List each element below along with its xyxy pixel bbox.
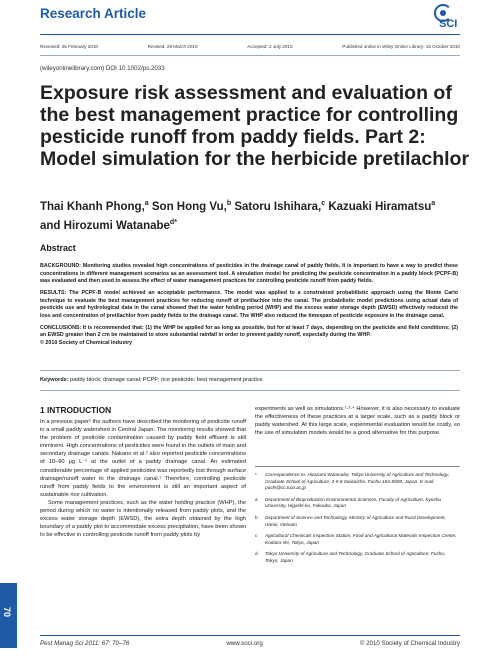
footnote-affiliation-d [255, 551, 460, 564]
author-name: Satoru Ishihara, [231, 200, 322, 213]
accepted-date: Accepted: 2 July 2010 [247, 44, 293, 49]
background-text: Monitoring studies revealed high concentrations of pesticides in the drainage canal of paddy fields. It is important to have a way to predict these concentrations in different management scenarios as an assessment tool. A simulation model for predicting the pesticide concentration in a paddy block (PCPF-B) was evaluated and then used to assess the effect of water management practices for controlling pesticide runoff from paddy fields. [40, 263, 458, 284]
affiliation-mark: b [226, 200, 232, 207]
footnote-affiliation-b [255, 515, 460, 528]
footnote-text: Department of Bioproduction Environmental Sciences, Faculty of Agriculture, Kyushu University, Higashi-ku, Fukuoka, Japan [265, 496, 441, 509]
affiliation-mark: c [321, 200, 326, 207]
conclusions-text: It is recommended that: (1) the WHP be applied for as long as possible, but for at least 7 days, depending on the pesticide and field conditions; (2) an EWSD greater than 2 cm be maintained to store substantial rainfall in order to prevent paddy runoff, especially during the WHP. [40, 324, 458, 338]
page-number-tab [0, 583, 17, 648]
page-footer [40, 640, 460, 647]
author-name: Son Hong Vu, [148, 200, 227, 213]
journal-url[interactable]: www.soci.org [226, 640, 263, 647]
author-name: and Hirozumi Watanabe [40, 220, 170, 233]
logo-text: SCI [439, 18, 458, 30]
affiliation-mark: d* [169, 219, 177, 227]
results-label: RESULTS: [40, 290, 67, 296]
keywords-rule [40, 390, 460, 391]
revised-date: Revised: 28 March 2010 [147, 44, 198, 49]
conclusions-label: CONCLUSIONS: [40, 324, 82, 331]
footnote-text: Department of Science and Technology, Ministry of Agriculture and Rural Development, Hanoi, Vietnam [265, 514, 446, 527]
keywords-label: Keywords: [40, 377, 69, 383]
logo-dot-icon [440, 10, 446, 16]
footer-copyright: © 2010 Society of Chemical Industry [359, 640, 460, 647]
footnote-mark: c [255, 533, 258, 539]
abstract-background [40, 263, 458, 286]
background-label: BACKGROUND: [40, 263, 81, 269]
published-date: Published online in Wiley Online Library: 15 October 2010 [342, 44, 460, 49]
header-rule [40, 34, 460, 35]
author-list [40, 196, 470, 235]
dates-rule [40, 55, 460, 56]
results-text: The PCPF-B model achieved an acceptable performance. The model was applied to a constrained probabilistic approach using the Monte Carlo technique to evaluate the best management practices for reducing runoff of pretilachlor into the canal. The probabilistic model predictions using actual data of pesticide use and hydrological data in the canal showed that the water holding period (WHP) and the excess water storage depth (EWSD) effectively reduced the loss and concentration of pretilachlor from paddy fields to the drainage canal. The WHP also reduced the timespan of pesticide exposure in the drainage canal. [40, 290, 458, 319]
article-title: Exposure risk assessment and evaluation of the best management practice for controlling pesticide runoff from paddy fields. Part 2: Model simulation for the herbicide pretilachlor [40, 82, 470, 170]
footer-rule [40, 635, 460, 636]
section-heading-introduction: 1 INTRODUCTION [40, 405, 112, 415]
intro-paragraph-1: In a previous paper¹ the authors have described the monitoring of pesticide runoff in a small paddy watershed in Central Japan. The monitoring results showed that the problem of pesticide contamination caused by paddy field effluent is still imminent. High concentrations of pesticides were found in the outlets of main and secondary drainage canals. Nakano et al.² also reported pesticide concentrations of 10–90 μg L⁻¹ at the outlet of a paddy drainage canal. An estimated considerable percentage of applied pesticides was reportedly lost through surface drainage/runoff water to the drainage canal.¹ Therefore, controlling pesticide runoff from paddy fields to the environment is still an important aspect of sustainable rice cultivation. [40, 419, 246, 498]
footnote-affiliation-a [255, 497, 460, 510]
footnote-text: Tokyo University of Agriculture and Technology, Graduate School of Agriculture, Fuchu, Tokyo, Japan [265, 551, 446, 563]
keywords-text: paddy block; drainage canal; PCPF; rice pesticide; best management practice [68, 377, 263, 383]
affiliation-mark: a [144, 200, 149, 207]
footnote-affiliation-c [255, 533, 460, 546]
affiliation-mark: a [431, 200, 436, 207]
author-name: Kazuaki Hiramatsu [325, 200, 432, 213]
article-dates [40, 44, 460, 49]
intro-paragraph-3: experiments as well as simulations.¹·³·⁴ However, it is also necessary to evaluate the effectiveness of these practices at a larger scale, such as a paddy block or paddy watershed. At this large scale, experimental evaluation would be costly, so the use of simulation models would be a good alternative for this purpose. [255, 406, 460, 437]
author-name: Thai Khanh Phong, [40, 200, 145, 213]
abstract-conclusions [40, 325, 458, 340]
received-date: Received: 25 February 2010 [40, 44, 98, 49]
footnote-mark: d [255, 551, 258, 557]
sci-logo [434, 4, 460, 30]
left-column [40, 418, 246, 539]
footnote-text: Correspondence to: Hirozumi Watanabe, Tokyo University of Agriculture and Technology, Graduate School of Agriculture, 3-5-8 Saiwaicho, Fuchu 183-8509, Japan. E-mail: pochi@cc.tuat.ac.jp [265, 472, 450, 491]
footnote-mark: b [255, 514, 258, 520]
footnote-text: Agricultural Chemicals Inspection Station, Food and Agricultural Materials Inspection Center, Kodaira-shi, Tokyo, Japan [265, 533, 457, 545]
abstract-results [40, 290, 458, 320]
doi-line[interactable]: (wileyonlinelibrary.com) DOI 10.1002/ps.2033 [40, 65, 165, 72]
journal-citation: Pest Manag Sci 2011; 67: 70–76 [40, 640, 130, 647]
page-number: 70 [2, 606, 13, 618]
footnote-rule [255, 466, 460, 467]
footnote-mark: * [255, 472, 257, 477]
footnote-correspondence [255, 472, 460, 492]
footnotes [255, 472, 460, 570]
keywords-line [40, 377, 458, 383]
intro-paragraph-2: Some management practices, such as the water holding practice (WHP), the period during which no water is intentionally released from paddy plots, and the excess water storage depth (EWSD), the extra depth obtained by the high boundary of a paddy plot to accommodate excess precipitation, have been shown to be effective in controlling pesticide runoff from paddy plots by [40, 499, 246, 539]
abstract-heading: Abstract [40, 243, 76, 253]
footnote-mark: a [255, 496, 258, 502]
abstract-copyright: © 2010 Society of Chemical Industry [40, 339, 133, 346]
right-column [255, 405, 460, 437]
abstract-rule [40, 370, 460, 371]
abstract-body [40, 263, 458, 347]
article-type-label: Research Article [40, 6, 147, 21]
